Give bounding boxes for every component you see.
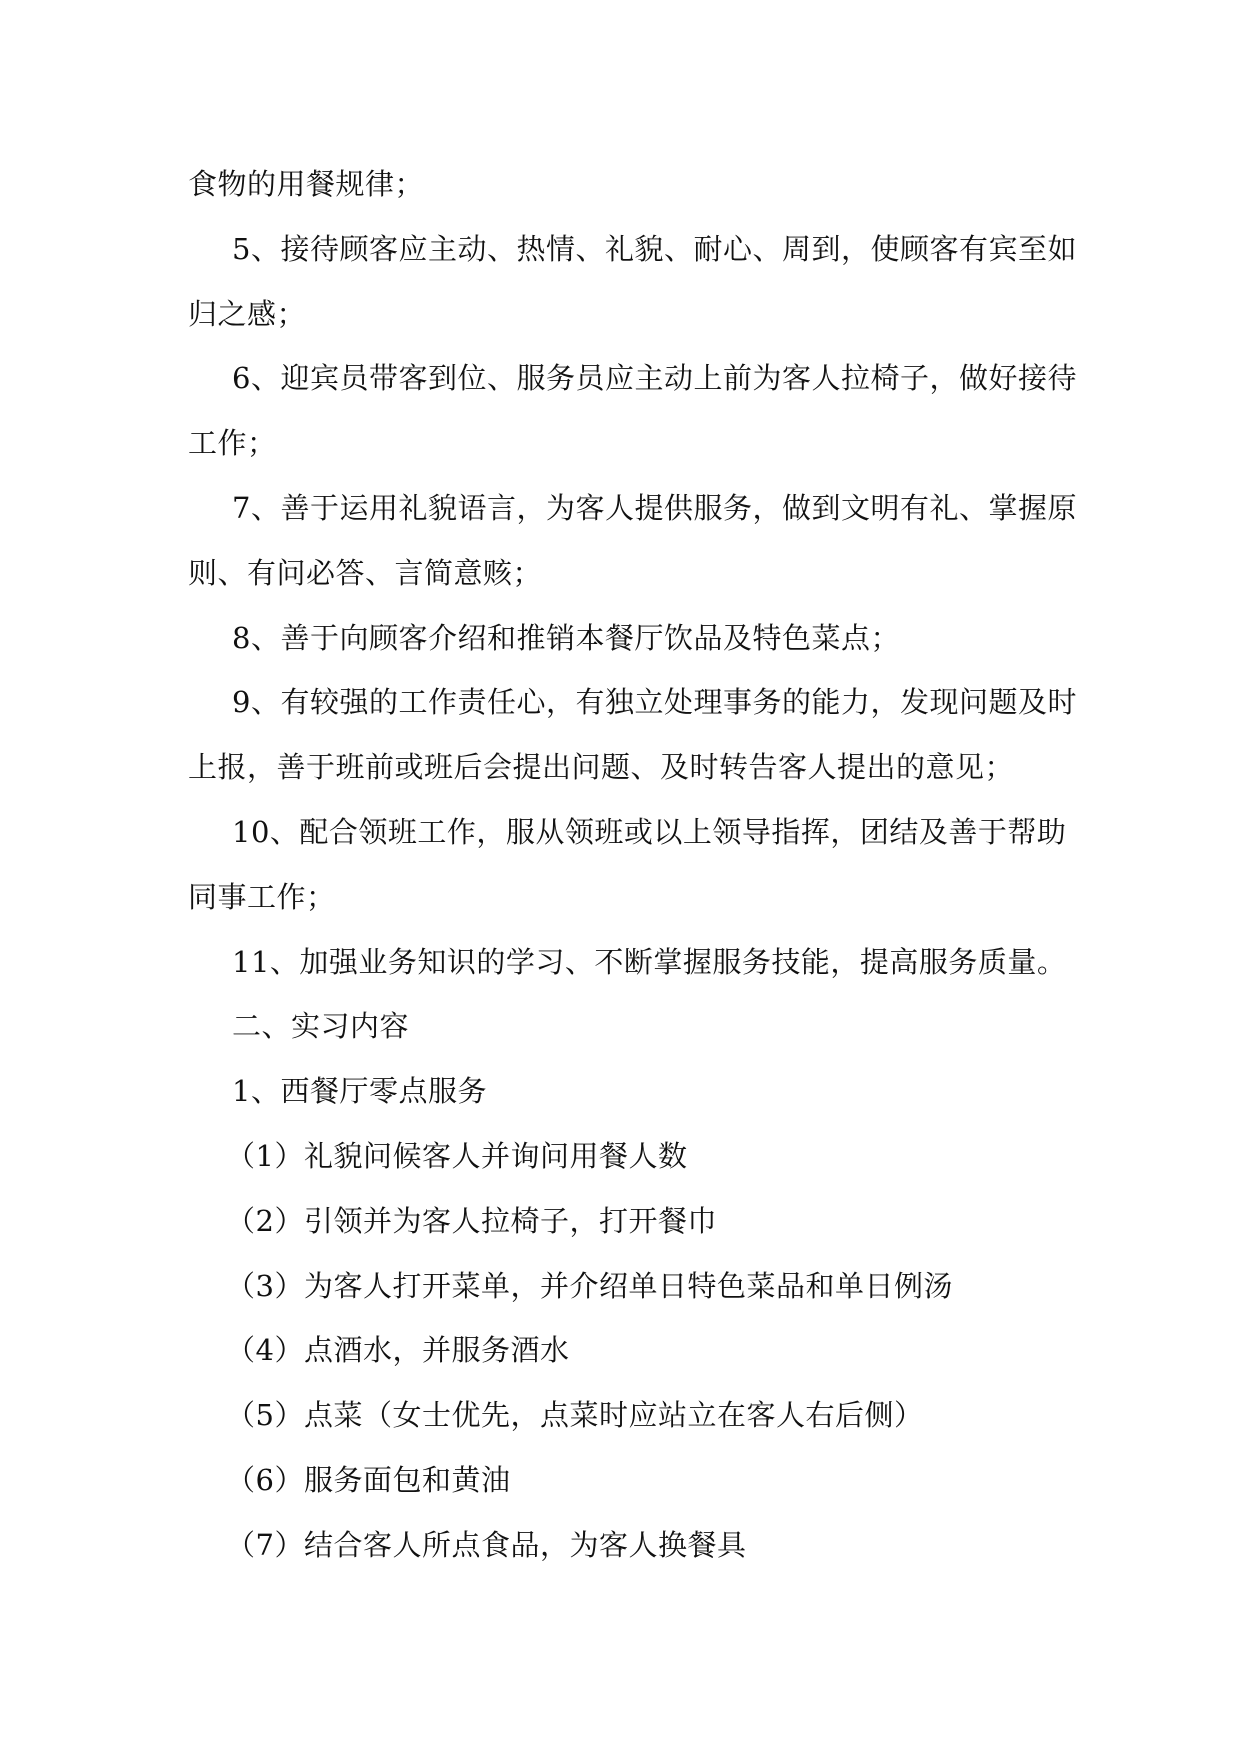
paragraph-line: 6、迎宾员带客到位、服务员应主动上前为客人拉椅子，做好接待 (232, 361, 1077, 396)
list-item: （1）礼貌问候客人并询问用餐人数 (226, 1138, 688, 1173)
list-item: （2）引领并为客人拉椅子，打开餐巾 (226, 1203, 717, 1238)
paragraph-line: 8、善于向顾客介绍和推销本餐厅饮品及特色菜点； (232, 620, 900, 655)
paragraph-line: 10、配合领班工作，服从领班或以上领导指挥，团结及善于帮助 (232, 814, 1067, 849)
paragraph-line: 上报，善于班前或班后会提出问题、及时转告客人提出的意见； (188, 750, 1015, 785)
paragraph-line: 则、有问必答、言简意赅； (188, 555, 543, 590)
paragraph-line: 9、有较强的工作责任心，有独立处理事务的能力，发现问题及时 (232, 685, 1077, 720)
list-item: （4）点酒水，并服务酒水 (226, 1333, 570, 1368)
paragraph-line: 同事工作； (188, 879, 336, 914)
paragraph-line: 7、善于运用礼貌语言，为客人提供服务，做到文明有礼、掌握原 (232, 490, 1077, 525)
document-body (188, 152, 1077, 1578)
section-heading: 二、实习内容 (232, 1009, 410, 1044)
paragraph-line: 11、加强业务知识的学习、不断掌握服务技能，提高服务质量。 (232, 944, 1067, 979)
list-item: （5）点菜（女士优先，点菜时应站立在客人右后侧） (226, 1398, 924, 1433)
paragraph-line: 归之感； (188, 296, 307, 331)
subsection-heading: 1、西餐厅零点服务 (232, 1074, 487, 1109)
list-item: （6）服务面包和黄油 (226, 1462, 511, 1497)
paragraph-line: 食物的用餐规律； (188, 167, 425, 201)
list-item: （3）为客人打开菜单，并介绍单日特色菜品和单日例汤 (226, 1268, 953, 1303)
list-item: （7）结合客人所点食品，为客人换餐具 (226, 1527, 747, 1562)
paragraph-line: 工作； (188, 426, 277, 461)
paragraph-line: 5、接待顾客应主动、热情、礼貌、耐心、周到，使顾客有宾至如 (232, 231, 1077, 266)
